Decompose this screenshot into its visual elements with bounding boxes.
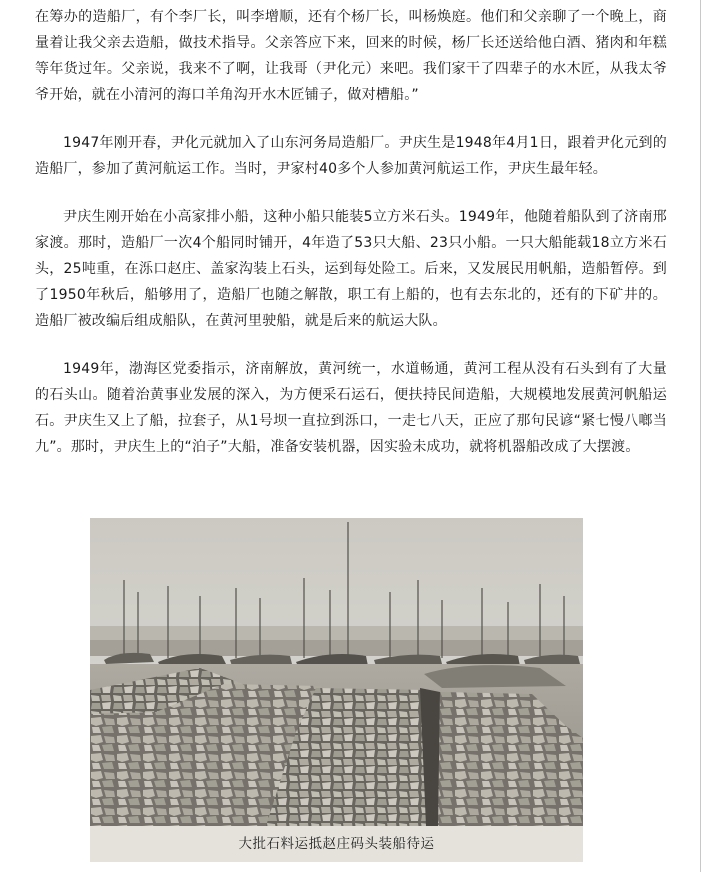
paragraph-2: 1947年刚开春，尹化元就加入了山东河务局造船厂。尹庆生是1948年4月1日，跟着尹化元到的造船厂，参加了黄河航运工作。当时，尹家村40多个人参加黄河航运工作，尹庆生最年轻。 [35, 135, 667, 177]
article-body [35, 4, 667, 482]
photo-caption: 大批石料运抵赵庄码头装船待运 [238, 836, 435, 852]
paragraph-4: 1949年，渤海区党委指示，济南解放，黄河统一，水道畅通，黄河工程从没有石头到有了大量的石头山。随着治黄事业发展的深入，为方便采石运石，便扶持民间造船，大规模地发展黄河帆船运石。尹庆生又上了船，拉套子，从1号坝一直拉到泺口，一走七八天，正应了那句民谚“紧七慢八啷当九”。那时，尹庆生上的“泊子”大船，准备安装机器，因实验未成功，就将机器船改成了大摆渡。 [35, 361, 667, 455]
photo-illustration [90, 518, 583, 826]
historical-photo [90, 518, 583, 862]
paragraph-1: 在筹办的造船厂，有个李厂长，叫李增顺，还有个杨厂长，叫杨焕庭。他们和父亲聊了一个晚上，商量着让我父亲去造船，做技术指导。父亲答应下来，回来的时候，杨厂长还送给他白酒、猪肉和年糕等年货过年。父亲说，我来不了啊，让我哥（尹化元）来吧。我们家干了四辈子的水木匠，从我太爷爷开始，就在小清河的海口羊角沟开水木匠铺子，做对槽船。” [35, 9, 667, 103]
paragraph-3: 尹庆生刚开始在小高家排小船，这种小船只能装5立方米石头。1949年，他随着船队到了济南邢家渡。那时，造船厂一次4个船同时铺开，4年造了53只大船、23只小船。一只大船能载18立方米石头，25吨重，在泺口赵庄、盖家沟装上石头，运到每处险工。后来，又发展民用帆船，造船暂停。到了1950年秋后，船够用了，造船厂也随之解散，职工有上船的，也有去东北的，还有的下矿井的。造船厂被改编后组成船队，在黄河里驶船，就是后来的航运大队。 [35, 209, 667, 329]
